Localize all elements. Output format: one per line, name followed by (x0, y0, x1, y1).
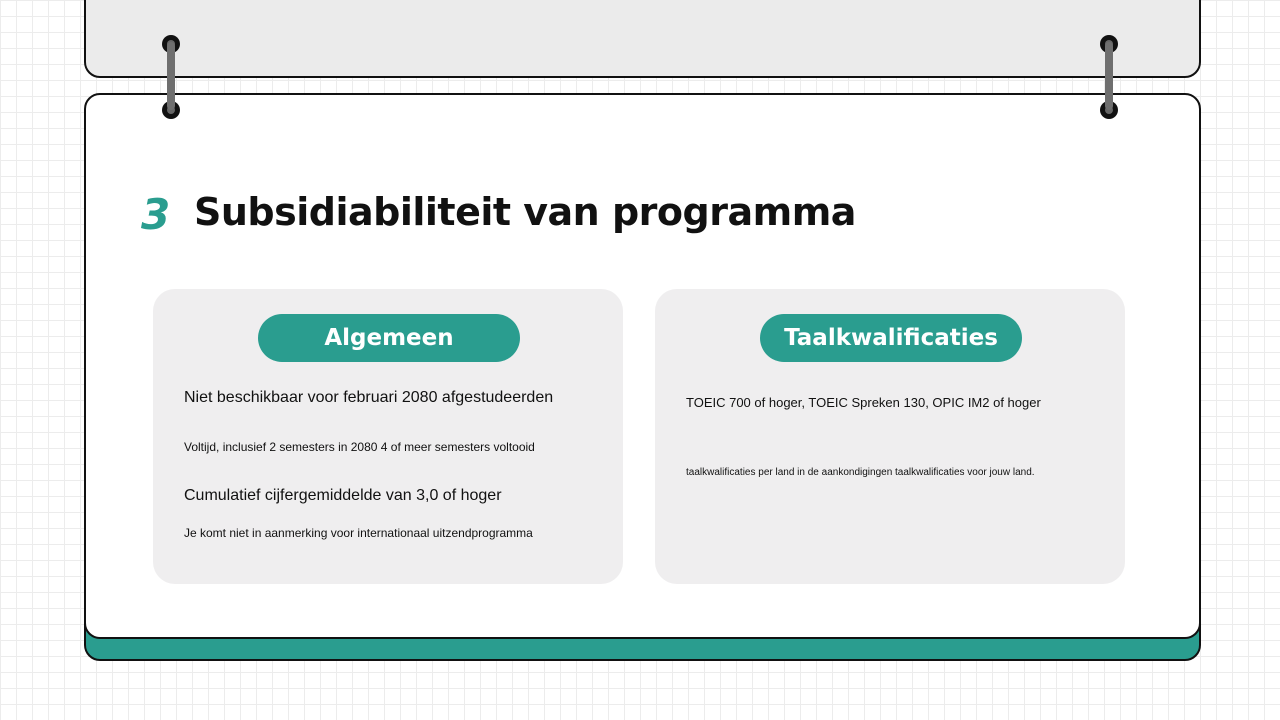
general-eligibility-card (153, 289, 623, 584)
criterion-gpa: Cumulatief cijfergemiddelde van 3,0 of hoger (184, 487, 502, 504)
criterion-semesters: Voltijd, inclusief 2 semesters in 2080 4 of meer semesters voltooid (184, 440, 535, 454)
binder-bar-left (167, 42, 175, 110)
binder-bar-right (1105, 42, 1113, 110)
criterion-language-notice: taalkwalificaties per land in de aankondigingen taalkwalificaties voor jouw land. (686, 467, 1035, 478)
section-number: 3 (141, 190, 171, 239)
language-qualifications-card (655, 289, 1125, 584)
criterion-exchange: Je komt niet in aanmerking voor internationaal uitzendprogramma (184, 526, 533, 540)
top-calendar-page (84, 0, 1201, 78)
general-heading-pill: Algemeen (258, 314, 520, 362)
language-heading-pill: Taalkwalificaties (760, 314, 1022, 362)
criterion-language-scores: TOEIC 700 of hoger, TOEIC Spreken 130, OPIC IM2 of hoger (686, 395, 1041, 410)
criterion-graduation: Niet beschikbaar voor februari 2080 afgestudeerden (184, 389, 554, 406)
page-title: Subsidiabiliteit van programma (194, 190, 856, 234)
